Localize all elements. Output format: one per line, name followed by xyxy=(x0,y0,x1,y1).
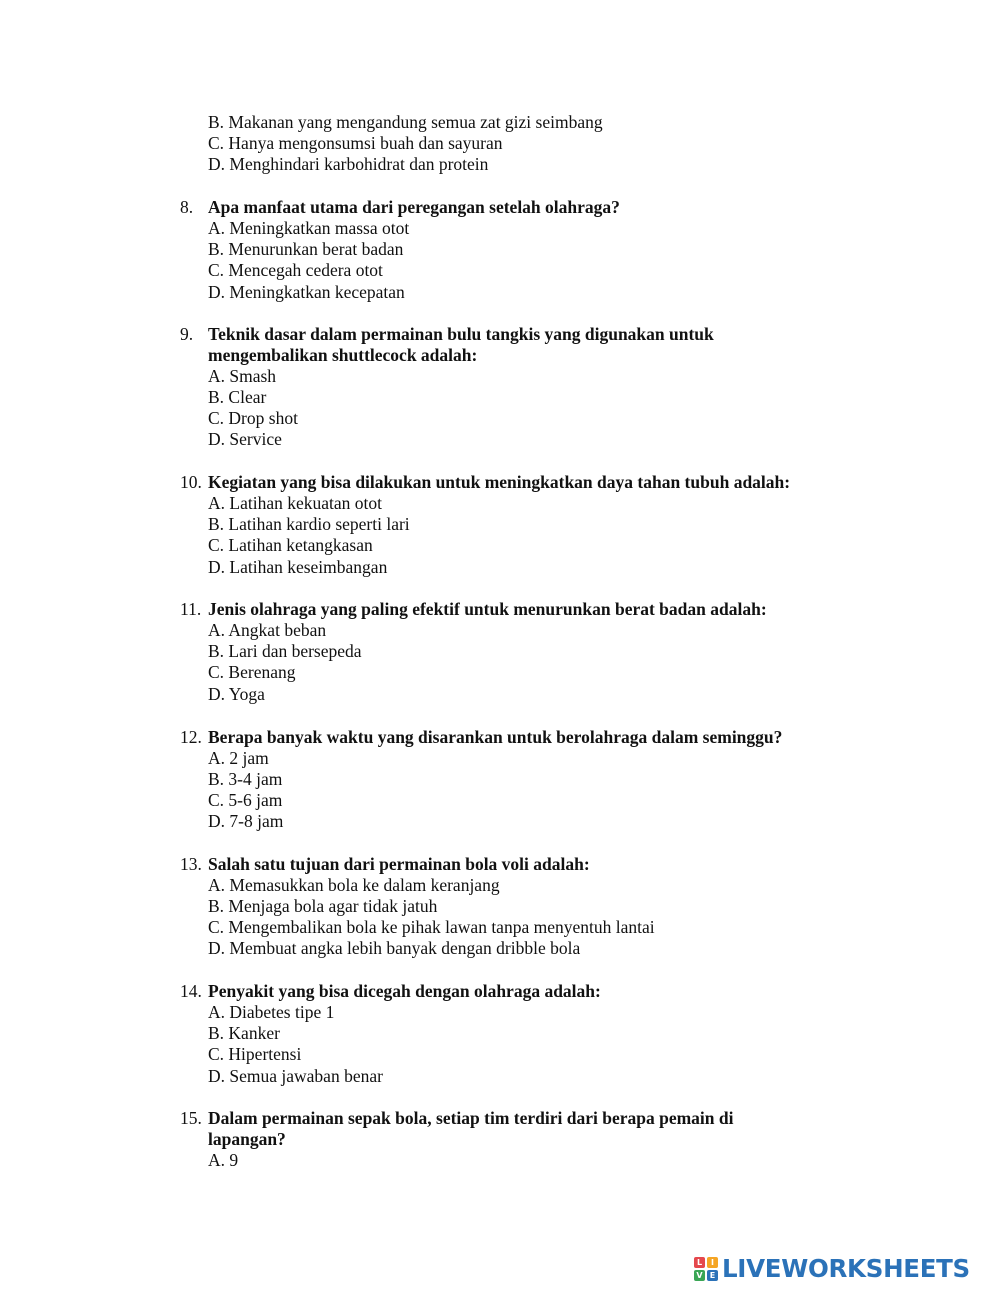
q11-option-c: C. Berenang xyxy=(208,662,296,682)
q8-option-a: A. Meningkatkan massa otot xyxy=(208,218,410,238)
q9-question-line2: mengembalikan shuttlecock adalah: xyxy=(208,345,478,365)
q12-question: Berapa banyak waktu yang disarankan untuk berolahraga dalam seminggu? xyxy=(208,727,783,747)
q15-number: 15. xyxy=(180,1108,202,1128)
q8-option-b: B. Menurunkan berat badan xyxy=(208,239,404,259)
q9-number: 9. xyxy=(180,324,194,344)
q8-option-c: C. Mencegah cedera otot xyxy=(208,260,383,280)
logo-tile-i: I xyxy=(707,1257,718,1268)
logo-tile-v: V xyxy=(694,1270,705,1281)
q9-option-c: C. Drop shot xyxy=(208,408,298,428)
logo-wordmark: LIVEWORKSHEETS xyxy=(722,1254,970,1283)
q9-option-d: D. Service xyxy=(208,429,282,449)
q15-question-line1: Dalam permainan sepak bola, setiap tim terdiri dari berapa pemain di xyxy=(208,1108,734,1128)
q14-option-c: C. Hipertensi xyxy=(208,1044,302,1064)
q7-option-c: C. Hanya mengonsumsi buah dan sayuran xyxy=(208,133,503,153)
q13-number: 13. xyxy=(180,854,202,874)
q14-option-b: B. Kanker xyxy=(208,1023,280,1043)
q9-question-line1: Teknik dasar dalam permainan bulu tangkis yang digunakan untuk xyxy=(208,324,714,344)
q13-option-a: A. Memasukkan bola ke dalam keranjang xyxy=(208,875,500,895)
q8-question: Apa manfaat utama dari peregangan setelah olahraga? xyxy=(208,197,620,217)
q10-question: Kegiatan yang bisa dilakukan untuk meningkatkan daya tahan tubuh adalah: xyxy=(208,472,791,492)
logo-mark-icon xyxy=(694,1257,718,1281)
q11-question: Jenis olahraga yang paling efektif untuk menurunkan berat badan adalah: xyxy=(208,599,767,619)
q12-option-c: C. 5-6 jam xyxy=(208,790,283,810)
q9-option-b: B. Clear xyxy=(208,387,267,407)
q12-number: 12. xyxy=(180,727,202,747)
q9-option-a: A. Smash xyxy=(208,366,277,386)
q12-option-b: B. 3-4 jam xyxy=(208,769,283,789)
q13-question: Salah satu tujuan dari permainan bola voli adalah: xyxy=(208,854,590,874)
q13-option-c: C. Mengembalikan bola ke pihak lawan tanpa menyentuh lantai xyxy=(208,917,655,937)
q10-option-a: A. Latihan kekuatan otot xyxy=(208,493,382,513)
q8-option-d: D. Meningkatkan kecepatan xyxy=(208,282,405,302)
liveworksheets-logo xyxy=(694,1254,970,1284)
q7-option-b: B. Makanan yang mengandung semua zat gizi seimbang xyxy=(208,112,603,132)
q14-number: 14. xyxy=(180,981,202,1001)
q10-option-d: D. Latihan keseimbangan xyxy=(208,557,388,577)
q11-option-b: B. Lari dan bersepeda xyxy=(208,641,362,661)
q13-option-d: D. Membuat angka lebih banyak dengan dribble bola xyxy=(208,938,581,958)
q12-option-d: D. 7-8 jam xyxy=(208,811,284,831)
q12-option-a: A. 2 jam xyxy=(208,748,269,768)
q14-option-a: A. Diabetes tipe 1 xyxy=(208,1002,335,1022)
q14-question: Penyakit yang bisa dicegah dengan olahraga adalah: xyxy=(208,981,601,1001)
q11-number: 11. xyxy=(180,599,202,619)
q10-number: 10. xyxy=(180,472,202,492)
logo-tile-e: E xyxy=(707,1270,718,1281)
q10-option-b: B. Latihan kardio seperti lari xyxy=(208,514,410,534)
q15-option-a: A. 9 xyxy=(208,1150,239,1170)
q7-option-d: D. Menghindari karbohidrat dan protein xyxy=(208,154,489,174)
q8-number: 8. xyxy=(180,197,194,217)
q13-option-b: B. Menjaga bola agar tidak jatuh xyxy=(208,896,438,916)
q14-option-d: D. Semua jawaban benar xyxy=(208,1066,383,1086)
q10-option-c: C. Latihan ketangkasan xyxy=(208,535,373,555)
q11-option-d: D. Yoga xyxy=(208,684,265,704)
q11-option-a: A. Angkat beban xyxy=(208,620,327,640)
q15-question-line2: lapangan? xyxy=(208,1129,286,1149)
logo-tile-l: L xyxy=(694,1257,705,1268)
